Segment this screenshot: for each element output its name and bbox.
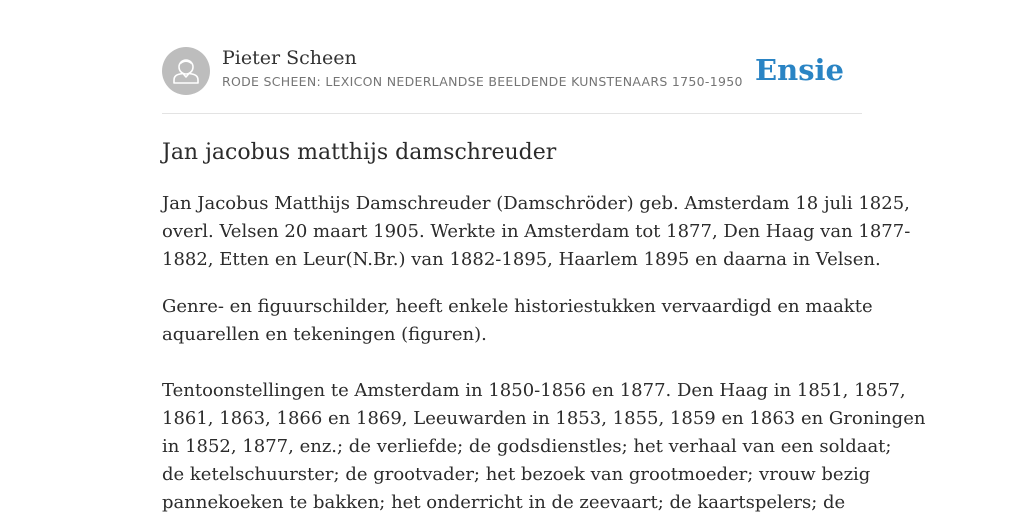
paragraph-biography	[162, 190, 911, 274]
author-avatar[interactable]	[162, 47, 210, 95]
brand-logo[interactable]: Ensie	[755, 53, 844, 87]
source-title[interactable]: RODE SCHEEN: LEXICON NEDERLANDSE BEELDENDE KUNSTENAARS 1750-1950	[222, 74, 743, 89]
text-line: overl. Velsen 20 maart 1905. Werkte in Amsterdam tot 1877, Den Haag van 1877-	[162, 221, 911, 242]
paragraph-exhibitions	[162, 377, 926, 512]
text-line: pannekoeken te bakken; het onderricht in de zeevaart; de kaartspelers; de	[162, 492, 846, 512]
text-line: 1882, Etten en Leur(N.Br.) van 1882-1895, Haarlem 1895 en daarna in Velsen.	[162, 249, 881, 270]
article-header	[162, 46, 862, 96]
text-line: in 1852, 1877, enz.; de verliefde; de godsdienstles; het verhaal van een soldaat;	[162, 436, 892, 457]
text-line: Genre- en figuurschilder, heeft enkele historiestukken vervaardigd en maakte	[162, 296, 873, 317]
paragraph-description	[162, 293, 873, 349]
text-line: 1861, 1863, 1866 en 1869, Leeuwarden in 1853, 1855, 1859 en 1863 en Groningen	[162, 408, 926, 429]
text-line: Tentoonstellingen te Amsterdam in 1850-1856 en 1877. Den Haag in 1851, 1857,	[162, 380, 906, 401]
user-icon	[162, 47, 210, 95]
text-line: de ketelschuurster; de grootvader; het bezoek van grootmoeder; vrouw bezig	[162, 464, 871, 485]
header-divider	[162, 113, 862, 114]
article-body	[162, 190, 926, 512]
text-line: Jan Jacobus Matthijs Damschreuder (Damschröder) geb. Amsterdam 18 juli 1825,	[162, 193, 910, 214]
text-line: aquarellen en tekeningen (figuren).	[162, 324, 487, 345]
article-title: Jan jacobus matthijs damschreuder	[162, 140, 557, 165]
author-name[interactable]: Pieter Scheen	[222, 47, 357, 69]
